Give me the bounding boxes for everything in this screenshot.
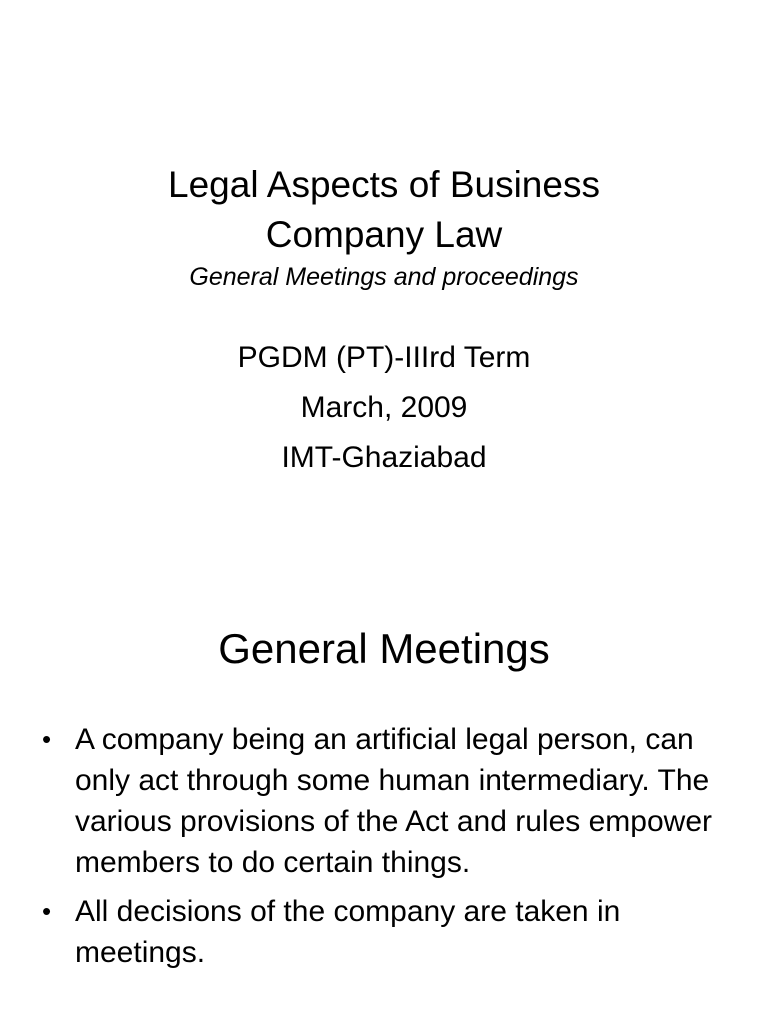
subtitle: General Meetings and proceedings bbox=[189, 263, 579, 291]
bullet-icon: • bbox=[42, 724, 52, 754]
bullet-text: A company being an artificial legal person, can only act through some human intermediary. The various provisions of the Act and rules empower members to do certain things. bbox=[75, 723, 712, 879]
slide-heading: General Meetings bbox=[218, 625, 550, 672]
title-line-1: Legal Aspects of Business bbox=[168, 164, 600, 205]
detail-program: PGDM (PT)-IIIrd Term bbox=[237, 341, 531, 374]
detail-date: March, 2009 bbox=[300, 391, 468, 424]
bullet-list bbox=[0, 719, 768, 981]
title-block bbox=[0, 160, 768, 294]
detail-institute: IMT-Ghaziabad bbox=[281, 441, 487, 474]
title-line-2: Company Law bbox=[265, 214, 503, 255]
content-slide bbox=[0, 512, 768, 1024]
bullet-text: All decisions of the company are taken in meetings. bbox=[75, 895, 621, 969]
bullet-icon: • bbox=[42, 896, 52, 926]
list-item bbox=[0, 719, 768, 883]
list-item bbox=[0, 891, 768, 973]
details-block bbox=[0, 333, 768, 483]
